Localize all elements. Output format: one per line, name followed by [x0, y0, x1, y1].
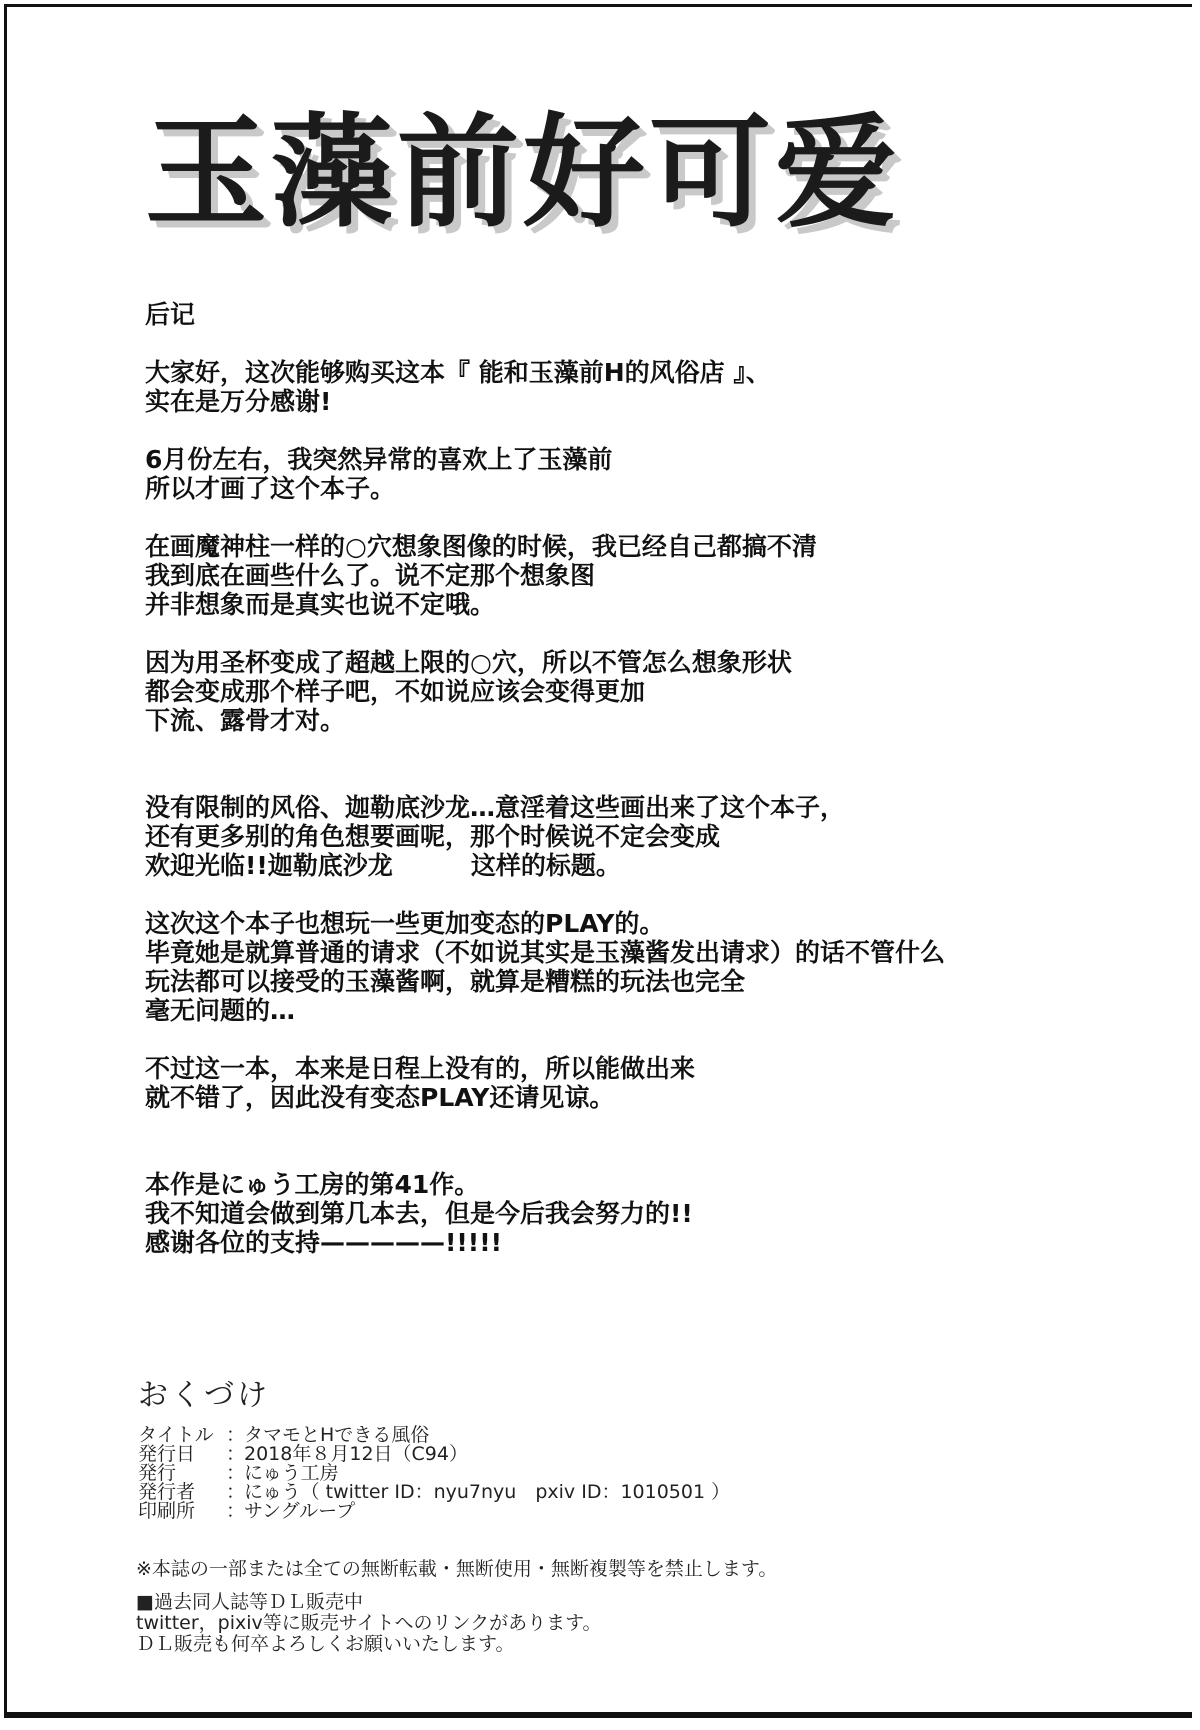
text-line: 没有限制的风俗、迦勒底沙龙…意淫着这些画出来了这个本子， [145, 793, 846, 822]
text-line: 这次这个本子也想玩一些更加变态的PLAY的。 [145, 909, 665, 938]
colophon-label: 印刷所 [138, 1500, 196, 1522]
colophon-value: にゅう工房 [244, 1462, 339, 1484]
text-line [145, 851, 1105, 880]
text-line: 所以才画了这个本子。 [145, 474, 396, 503]
colophon-label: タイトル [138, 1424, 214, 1446]
text-line: 我不知道会做到第几本去，但是今后我会努力的!! [145, 1199, 693, 1228]
afterword-heading: 后记 [145, 300, 196, 329]
paragraph [145, 648, 1105, 735]
text-line: 不过这一本，本来是日程上没有的，所以能做出来 [145, 1054, 696, 1083]
text-fragment: 这样的标题。 [470, 851, 621, 880]
text-line: 大家好，这次能够购买这本『 能和玉藻前H的风俗店 』、 [145, 358, 771, 387]
dl-sales-notice [136, 1592, 602, 1655]
paragraph [145, 532, 1105, 619]
text-line: 都会变成那个样子吧，不如说应该会变得更加 [145, 677, 646, 706]
colophon-label: 発行日 [138, 1443, 196, 1465]
paragraph [145, 1170, 1105, 1257]
text-line: 因为用圣杯变成了超越上限的○穴，所以不管怎么想象形状 [145, 648, 792, 677]
text-line: 毫无问题的… [145, 996, 296, 1025]
colophon-label: 発行者 [138, 1481, 196, 1503]
colophon-separator: ： [226, 1462, 246, 1484]
colophon-separator: ： [226, 1443, 246, 1465]
text-line: 6月份左右，我突然异常的喜欢上了玉藻前 [145, 445, 613, 474]
colophon-value: タマモとHできる風俗 [244, 1424, 430, 1446]
text-line: 实在是万分感谢! [145, 387, 332, 416]
colophon-value: サングループ [244, 1500, 356, 1522]
colophon-label: 発行 [138, 1462, 177, 1484]
text-fragment: 欢迎光临!!迦勒底沙龙 [145, 851, 393, 880]
text-line: 玩法都可以接受的玉藻酱啊，就算是糟糕的玩法也完全 [145, 967, 746, 996]
text-line: 就不错了，因此没有变态PLAY还请见谅。 [145, 1083, 615, 1112]
text-line: 下流、露骨才对。 [145, 706, 346, 735]
afterword-section [145, 300, 1105, 1286]
text-line: 毕竟她是就算普通的请求（不如说其实是玉藻酱发出请求）的话不管什么 [145, 938, 946, 967]
colophon-separator: ： [226, 1424, 246, 1446]
colophon-value: にゅう（ twitter ID：nyu7nyu pxiv ID：1010501 ） [244, 1481, 731, 1503]
text-line: twitter，pixiv等に販売サイトへのリンクがあります。 [136, 1612, 602, 1634]
text-line: 感谢各位的支持—————!!!!! [145, 1228, 503, 1257]
text-line: 并非想象而是真实也说不定哦。 [145, 590, 496, 619]
paragraph [145, 909, 1105, 1025]
colophon-row-printer [138, 1502, 730, 1521]
paragraph [145, 358, 1105, 416]
text-line: 我到底在画些什么了。说不定那个想象图 [145, 561, 596, 590]
text-line: ■過去同人誌等ＤＬ販売中 [136, 1591, 363, 1613]
paragraph [145, 793, 1105, 880]
text-line: 本作是にゅう工房的第41作。 [145, 1170, 480, 1199]
text-line: 还有更多别的角色想要画呢，那个时候说不定会变成 [145, 822, 721, 851]
colophon-separator: ： [226, 1481, 246, 1503]
page-title: 玉藻前好可爱 [145, 102, 901, 244]
colophon-table [138, 1426, 730, 1521]
colophon-separator: ： [226, 1500, 246, 1522]
copyright-notice: ※本誌の一部または全ての無断転載・無断使用・無断複製等を禁止します。 [136, 1558, 778, 1580]
paragraph [145, 1054, 1105, 1112]
paragraph [145, 445, 1105, 503]
colophon-heading: おくづけ [138, 1378, 270, 1413]
colophon-value: 2018年８月12日（C94） [244, 1443, 468, 1465]
text-line: ＤＬ販売も何卒よろしくお願いいたします。 [136, 1633, 515, 1655]
text-line: 在画魔神柱一样的○穴想象图像的时候，我已经自己都搞不清 [145, 532, 817, 561]
